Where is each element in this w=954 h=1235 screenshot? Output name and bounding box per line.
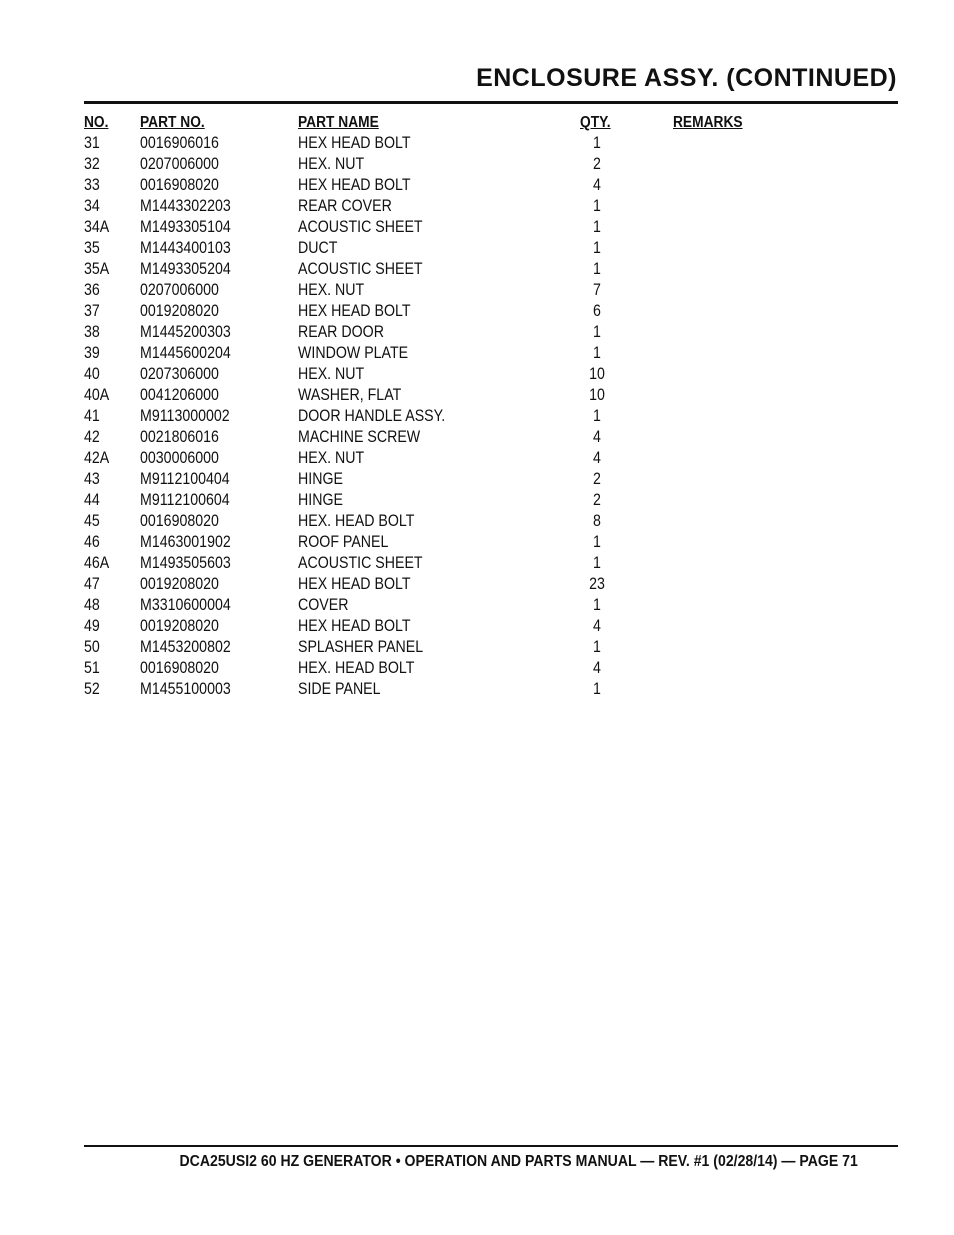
part-name-cell: SIDE PANEL bbox=[298, 680, 381, 698]
part-name-cell: ACOUSTIC SHEET bbox=[298, 554, 423, 572]
table-row bbox=[0, 575, 954, 596]
table-row bbox=[0, 428, 954, 449]
part-name-cell: HEX HEAD BOLT bbox=[298, 617, 411, 635]
part-name-cell: HEX HEAD BOLT bbox=[298, 302, 411, 320]
qty-cell: 4 bbox=[593, 176, 601, 194]
table-row bbox=[0, 407, 954, 428]
qty-cell: 4 bbox=[593, 449, 601, 467]
table-row bbox=[0, 680, 954, 701]
part-number-index: 33 bbox=[84, 176, 100, 194]
part-name-cell: HEX. NUT bbox=[298, 365, 365, 383]
part-no-cell: 0019208020 bbox=[140, 302, 219, 320]
part-number-index: 37 bbox=[84, 302, 100, 320]
qty-cell: 8 bbox=[593, 512, 601, 530]
part-number-index: 32 bbox=[84, 155, 100, 173]
part-number-index: 35 bbox=[84, 239, 100, 257]
table-row bbox=[0, 281, 954, 302]
qty-cell: 1 bbox=[593, 596, 601, 614]
table-row bbox=[0, 512, 954, 533]
part-number-index: 40A bbox=[84, 386, 110, 404]
table-row bbox=[0, 386, 954, 407]
table-row bbox=[0, 533, 954, 554]
part-name-cell: HINGE bbox=[298, 491, 343, 509]
table-row bbox=[0, 449, 954, 470]
table-row bbox=[0, 596, 954, 617]
part-name-cell: HEX HEAD BOLT bbox=[298, 176, 411, 194]
part-name-cell: HEX. HEAD BOLT bbox=[298, 659, 415, 677]
table-row bbox=[0, 197, 954, 218]
qty-cell: 2 bbox=[593, 155, 601, 173]
table-row bbox=[0, 365, 954, 386]
table-row bbox=[0, 554, 954, 575]
part-name-cell: HEX. NUT bbox=[298, 155, 365, 173]
qty-cell: 6 bbox=[593, 302, 601, 320]
part-no-cell: 0016908020 bbox=[140, 176, 219, 194]
part-name-cell: COVER bbox=[298, 596, 349, 614]
part-number-index: 46A bbox=[84, 554, 110, 572]
part-number-index: 47 bbox=[84, 575, 100, 593]
part-number-index: 36 bbox=[84, 281, 100, 299]
qty-cell: 1 bbox=[593, 323, 601, 341]
header-qty: QTY. bbox=[580, 114, 611, 131]
qty-cell: 1 bbox=[593, 554, 601, 572]
part-no-cell: M9112100604 bbox=[140, 491, 230, 509]
table-row bbox=[0, 176, 954, 197]
part-number-index: 40 bbox=[84, 365, 100, 383]
table-row bbox=[0, 344, 954, 365]
part-name-cell: ACOUSTIC SHEET bbox=[298, 260, 423, 278]
header-part-no: PART NO. bbox=[140, 114, 205, 131]
part-number-index: 34 bbox=[84, 197, 100, 215]
table-row bbox=[0, 470, 954, 491]
qty-cell: 1 bbox=[593, 197, 601, 215]
part-no-cell: 0021806016 bbox=[140, 428, 219, 446]
part-name-cell: HINGE bbox=[298, 470, 343, 488]
part-no-cell: M1493305104 bbox=[140, 218, 231, 236]
part-name-cell: ACOUSTIC SHEET bbox=[298, 218, 423, 236]
part-name-cell: DOOR HANDLE ASSY. bbox=[298, 407, 446, 425]
table-row bbox=[0, 302, 954, 323]
part-number-index: 48 bbox=[84, 596, 100, 614]
part-name-cell: SPLASHER PANEL bbox=[298, 638, 424, 656]
qty-cell: 23 bbox=[589, 575, 605, 593]
qty-cell: 2 bbox=[593, 470, 601, 488]
qty-cell: 7 bbox=[593, 281, 601, 299]
part-number-index: 44 bbox=[84, 491, 100, 509]
part-no-cell: 0019208020 bbox=[140, 617, 219, 635]
table-row bbox=[0, 323, 954, 344]
part-name-cell: WINDOW PLATE bbox=[298, 344, 409, 362]
part-number-index: 46 bbox=[84, 533, 100, 551]
table-row bbox=[0, 491, 954, 512]
parts-table-body bbox=[0, 134, 954, 701]
part-name-cell: HEX. NUT bbox=[298, 281, 365, 299]
qty-cell: 2 bbox=[593, 491, 601, 509]
part-number-index: 45 bbox=[84, 512, 100, 530]
part-name-cell: HEX. HEAD BOLT bbox=[298, 512, 415, 530]
part-no-cell: 0030006000 bbox=[140, 449, 219, 467]
part-name-cell: DUCT bbox=[298, 239, 338, 257]
header-part-name: PART NAME bbox=[298, 114, 379, 131]
qty-cell: 1 bbox=[593, 344, 601, 362]
part-number-index: 50 bbox=[84, 638, 100, 656]
qty-cell: 1 bbox=[593, 638, 601, 656]
qty-cell: 10 bbox=[589, 386, 605, 404]
qty-cell: 10 bbox=[589, 365, 605, 383]
table-row bbox=[0, 155, 954, 176]
part-no-cell: M9113000002 bbox=[140, 407, 230, 425]
page-footer: DCA25USI2 60 HZ GENERATOR • OPERATION AND PARTS MANUAL — REV. #1 (02/28/14) — PAGE 71 bbox=[179, 1153, 858, 1170]
part-no-cell: M1453200802 bbox=[140, 638, 231, 656]
qty-cell: 1 bbox=[593, 218, 601, 236]
part-name-cell: WASHER, FLAT bbox=[298, 386, 402, 404]
table-row bbox=[0, 260, 954, 281]
table-row bbox=[0, 638, 954, 659]
part-no-cell: 0207306000 bbox=[140, 365, 219, 383]
part-no-cell: 0016906016 bbox=[140, 134, 219, 152]
part-no-cell: M1443302203 bbox=[140, 197, 231, 215]
part-name-cell: REAR DOOR bbox=[298, 323, 384, 341]
part-name-cell: HEX HEAD BOLT bbox=[298, 134, 411, 152]
part-number-index: 51 bbox=[84, 659, 100, 677]
qty-cell: 1 bbox=[593, 134, 601, 152]
qty-cell: 4 bbox=[593, 428, 601, 446]
part-number-index: 39 bbox=[84, 344, 100, 362]
part-number-index: 49 bbox=[84, 617, 100, 635]
part-no-cell: 0016908020 bbox=[140, 512, 219, 530]
part-number-index: 42A bbox=[84, 449, 110, 467]
qty-cell: 1 bbox=[593, 680, 601, 698]
part-name-cell: ROOF PANEL bbox=[298, 533, 389, 551]
part-number-index: 35A bbox=[84, 260, 110, 278]
part-no-cell: M1493505603 bbox=[140, 554, 231, 572]
part-number-index: 42 bbox=[84, 428, 100, 446]
part-number-index: 52 bbox=[84, 680, 100, 698]
qty-cell: 1 bbox=[593, 260, 601, 278]
qty-cell: 1 bbox=[593, 407, 601, 425]
part-number-index: 31 bbox=[84, 134, 100, 152]
footer-rule bbox=[84, 1145, 898, 1147]
part-no-cell: 0207006000 bbox=[140, 281, 219, 299]
qty-cell: 1 bbox=[593, 533, 601, 551]
table-row bbox=[0, 239, 954, 260]
part-no-cell: M1463001902 bbox=[140, 533, 231, 551]
part-number-index: 38 bbox=[84, 323, 100, 341]
table-row bbox=[0, 617, 954, 638]
table-row bbox=[0, 134, 954, 155]
part-no-cell: M1445600204 bbox=[140, 344, 231, 362]
part-no-cell: 0016908020 bbox=[140, 659, 219, 677]
part-name-cell: HEX HEAD BOLT bbox=[298, 575, 411, 593]
table-row bbox=[0, 659, 954, 680]
header-no: NO. bbox=[84, 114, 109, 131]
table-row bbox=[0, 218, 954, 239]
part-no-cell: M1445200303 bbox=[140, 323, 231, 341]
part-number-index: 41 bbox=[84, 407, 100, 425]
part-no-cell: M1443400103 bbox=[140, 239, 231, 257]
page-title: ENCLOSURE ASSY. (CONTINUED) bbox=[476, 64, 897, 92]
part-no-cell: M9112100404 bbox=[140, 470, 230, 488]
qty-cell: 4 bbox=[593, 617, 601, 635]
part-name-cell: MACHINE SCREW bbox=[298, 428, 421, 446]
part-number-index: 34A bbox=[84, 218, 110, 236]
part-no-cell: M1455100003 bbox=[140, 680, 231, 698]
part-name-cell: HEX. NUT bbox=[298, 449, 365, 467]
qty-cell: 1 bbox=[593, 239, 601, 257]
part-no-cell: M3310600004 bbox=[140, 596, 231, 614]
title-rule bbox=[84, 101, 898, 104]
part-no-cell: 0019208020 bbox=[140, 575, 219, 593]
part-name-cell: REAR COVER bbox=[298, 197, 392, 215]
header-remarks: REMARKS bbox=[673, 114, 743, 131]
qty-cell: 4 bbox=[593, 659, 601, 677]
part-number-index: 43 bbox=[84, 470, 100, 488]
part-no-cell: M1493305204 bbox=[140, 260, 231, 278]
part-no-cell: 0041206000 bbox=[140, 386, 219, 404]
part-no-cell: 0207006000 bbox=[140, 155, 219, 173]
